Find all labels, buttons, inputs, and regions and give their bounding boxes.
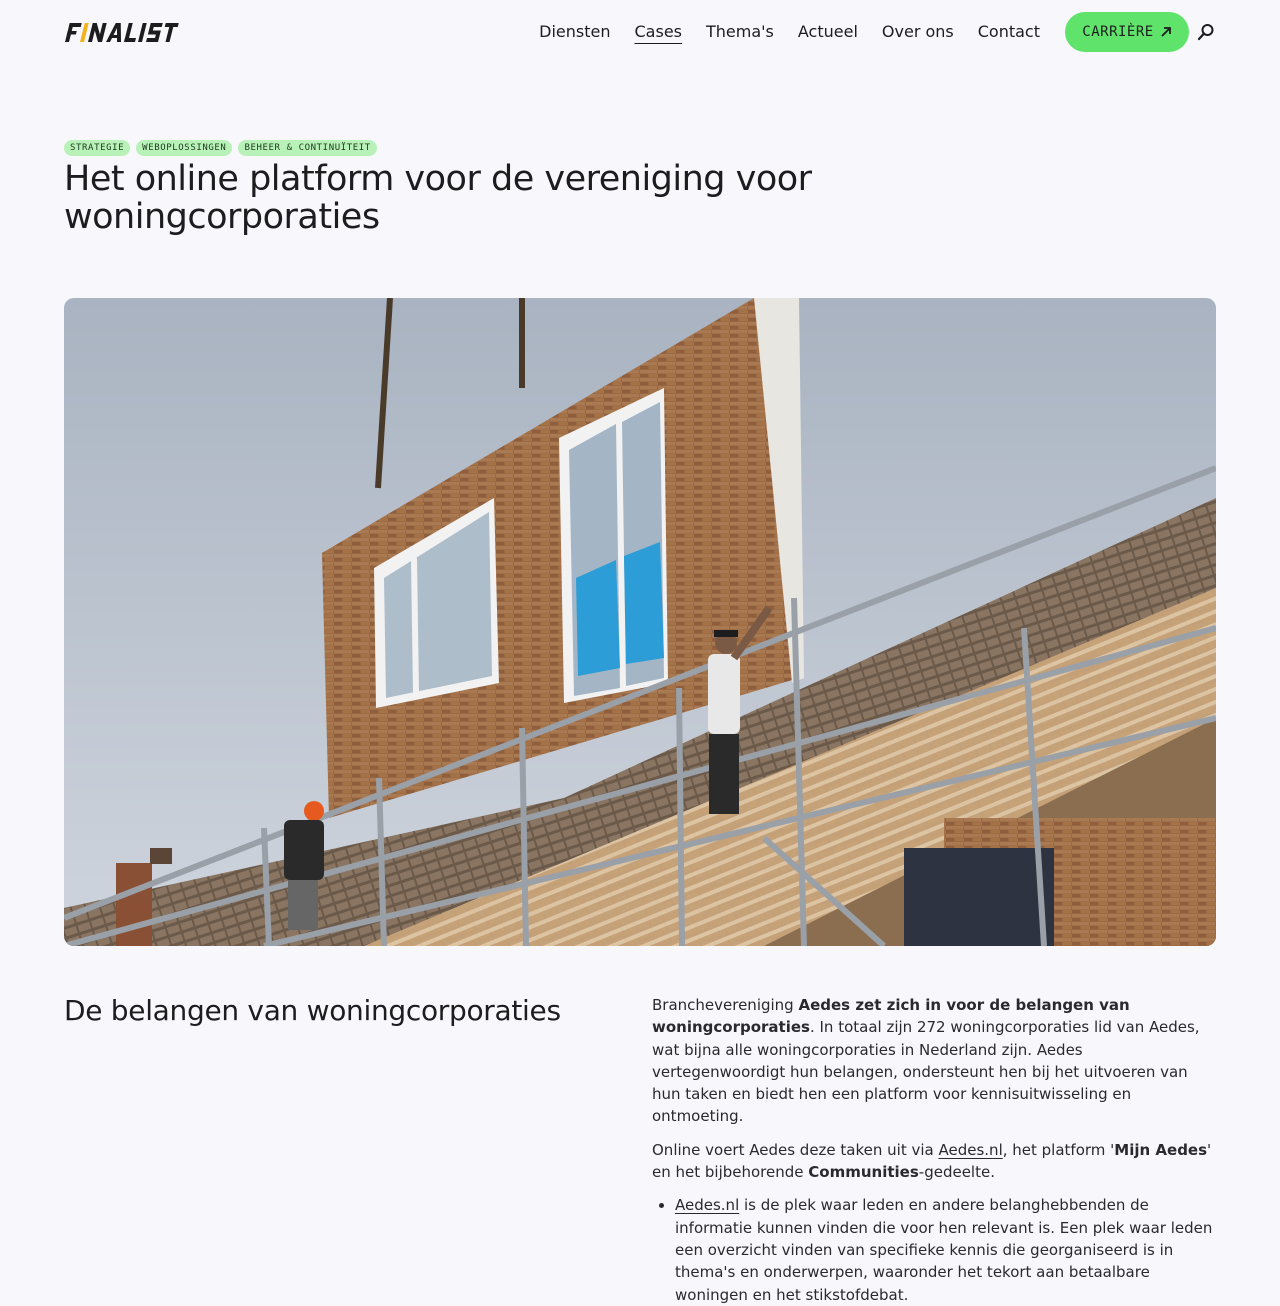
finalist-logo[interactable] [64, 22, 194, 44]
nav-diensten[interactable]: Diensten [539, 22, 611, 41]
nav-over-ons[interactable]: Over ons [881, 22, 954, 41]
nav-contact[interactable]: Contact [977, 22, 1040, 41]
carriere-label: CARRIÈRE [1082, 24, 1154, 40]
text: Online voert Aedes deze taken uit via [652, 1140, 939, 1159]
list-item [675, 1194, 1218, 1305]
carriere-button[interactable] [1065, 12, 1189, 52]
tag-weboplossingen[interactable]: WEBOPLOSSINGEN [136, 140, 232, 156]
hero-photo-illustration [64, 298, 1216, 946]
page-title: Het online platform voor de vereniging voor woningcorporaties [64, 159, 812, 237]
bullet-list [652, 1194, 1218, 1305]
aedes-link[interactable]: Aedes.nl [675, 1196, 740, 1215]
bold-text: Communities [808, 1163, 919, 1182]
arrow-up-right-icon [1160, 26, 1172, 38]
tag-strategie[interactable]: STRATEGIE [64, 140, 130, 156]
bold-text: Mijn Aedes [1114, 1140, 1208, 1159]
text: , het platform ' [1002, 1140, 1115, 1159]
logo-icon [64, 22, 194, 44]
search-button[interactable] [1196, 22, 1216, 42]
section-heading: De belangen van woningcorporaties [64, 994, 561, 1027]
site-header [0, 0, 1280, 64]
nav-actueel[interactable]: Actueel [797, 22, 858, 41]
nav-cases[interactable]: Cases [634, 22, 682, 41]
text: ' en het bijbehorende [652, 1140, 1212, 1182]
worker-figure-2 [284, 801, 324, 930]
main-nav [539, 20, 1040, 44]
tag-list [64, 140, 377, 156]
text: Branchevereniging [652, 996, 799, 1014]
hero-image [64, 298, 1216, 946]
text: -gedeelte. [918, 1163, 995, 1182]
bold-text: Aedes zet zich in voor de belangen van woningcorporaties [652, 996, 1130, 1037]
aedes-link[interactable]: Aedes.nl [938, 1140, 1003, 1159]
tag-beheer-continuiteit[interactable]: BEHEER & CONTINUÏTEIT [238, 140, 376, 156]
section-body [652, 994, 1218, 1306]
search-icon [1196, 22, 1216, 42]
paragraph-1 [652, 994, 1218, 1128]
text: is de plek waar leden en andere belanghebbenden de informatie kunnen vinden die voor hen relevant is. Een plek waar leden een overzicht vinden van specifieke kennis die georganiseerd is in thema's en onderwerpen, waaronder het tekort aan betaalbare woningen en het stikstofdebat. [675, 1196, 1213, 1304]
paragraph-2 [652, 1139, 1218, 1184]
text: . In totaal zijn 272 woningcorporaties lid van Aedes, wat bijna alle woningcorporaties in Nederland zijn. Aedes vertegenwoordigt hun belangen, ondersteunt hen bij het uitvoeren van hun taken en biedt hen een platform voor kennisuitwisseling en ontmoeting. [652, 1018, 1200, 1126]
nav-themas[interactable]: Thema's [706, 22, 774, 41]
